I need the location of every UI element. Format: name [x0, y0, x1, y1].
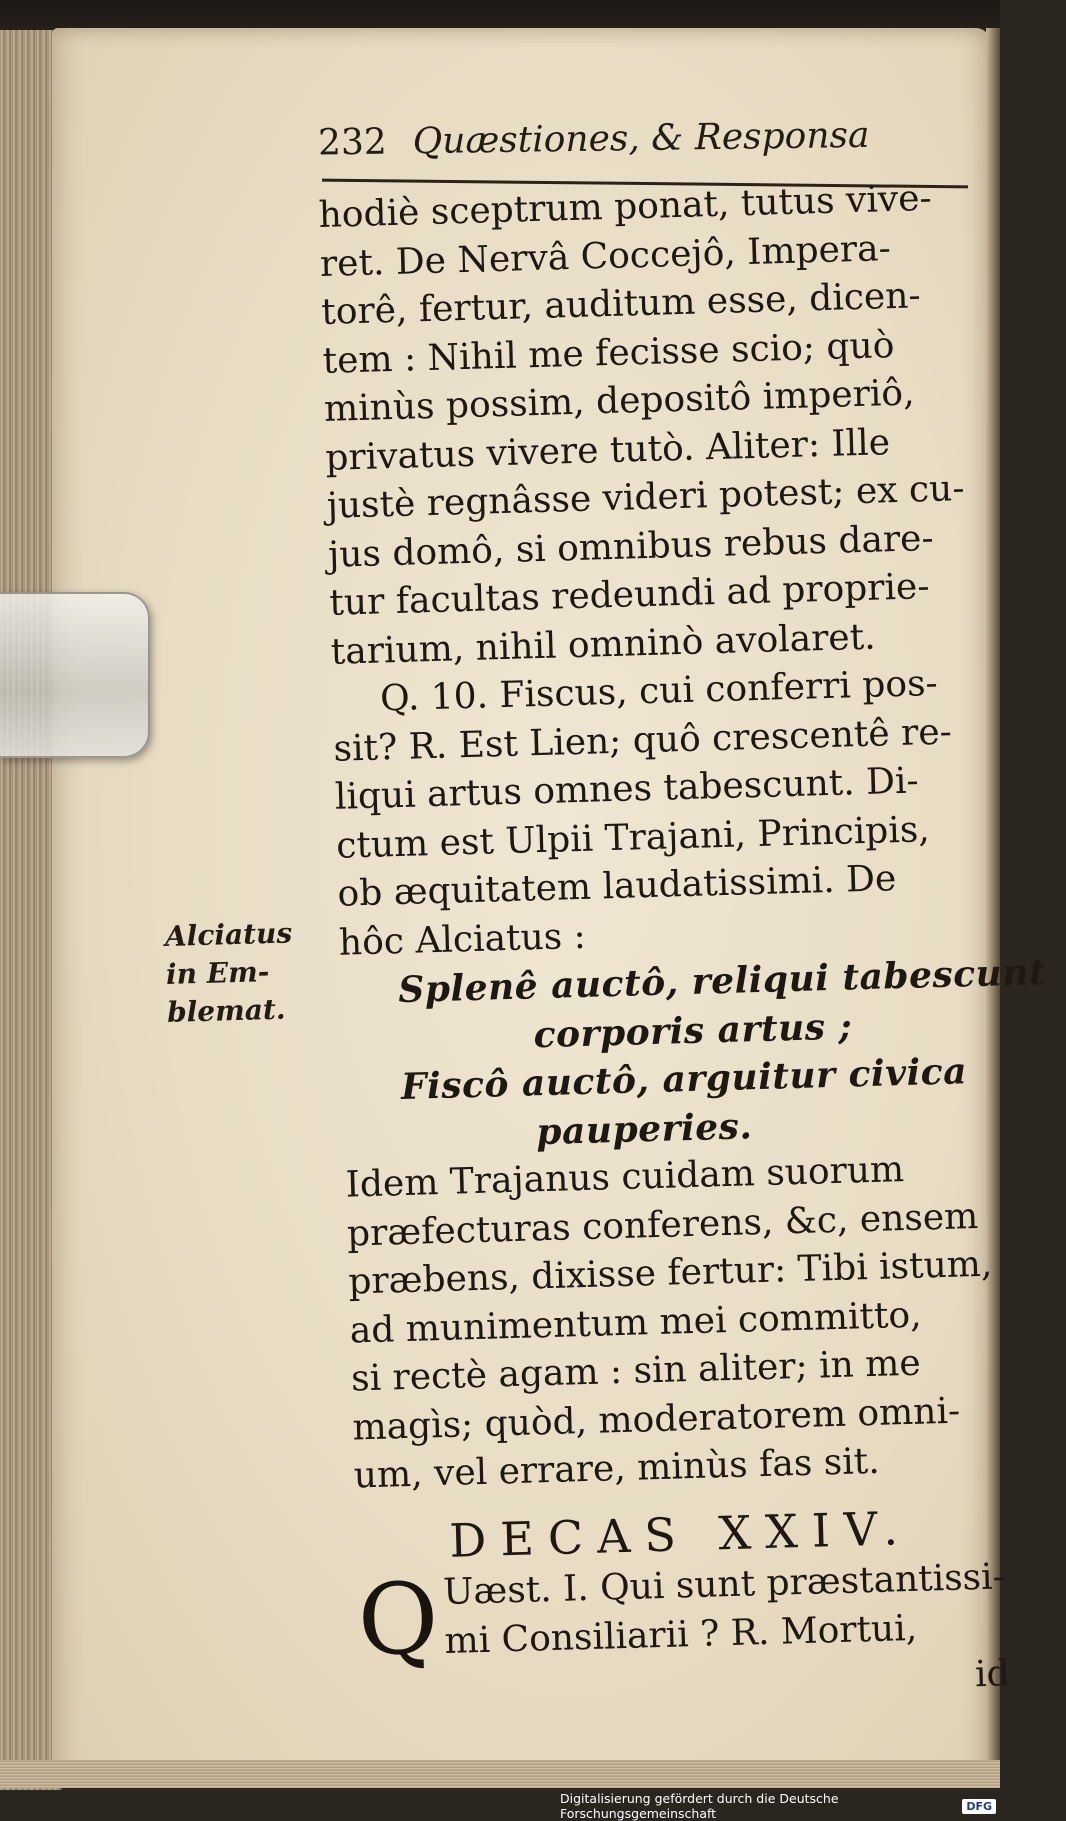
marginal-note: [164, 914, 307, 1032]
page-clamp: [0, 592, 150, 758]
text-line: um, vel errare, minùs fas sit.: [353, 1440, 881, 1497]
question-line: Q. 10. Fiscus, cui conferri pos-: [379, 662, 939, 720]
text-line: tur facultas redeundi ad proprie-: [328, 566, 930, 624]
text-line: torê, fertur, auditum esse, dicen-: [320, 275, 922, 333]
text-line: Idem Trajanus cuidam suorum: [345, 1149, 905, 1206]
verse-line: Fiscô auctô, arguitur civica: [400, 1050, 968, 1109]
verse-line: corporis artus ;: [533, 1004, 853, 1056]
text-line: jus domô, si omnibus rebus dare-: [327, 517, 935, 576]
verse-line: Splenê auctô, reliqui tabescunt: [397, 950, 1047, 1012]
text-line: præbens, dixisse fertur: Tibi istum,: [347, 1243, 993, 1303]
body-text: [318, 174, 1047, 1717]
marginal-line: in Em-: [165, 955, 270, 991]
credit-text: Digitalisierung gefördert durch die Deutsche Forschungsgemeinschaft: [560, 1791, 839, 1821]
text-line: minùs possim, depositô imperiô,: [323, 372, 916, 430]
question-line: sit? R. Est Lien; quô crescentê re-: [332, 711, 953, 770]
running-title: Quæstiones, & Responsa: [412, 114, 870, 163]
text-line: magìs; quòd, moderatorem omni-: [351, 1390, 961, 1449]
text-line: si rectè agam : sin aliter; in me: [350, 1342, 922, 1400]
question-line: ob æquitatem laudatissimi. De: [337, 858, 897, 915]
catchword: id: [974, 1653, 1011, 1696]
section-heading: DECAS XXIV.: [448, 1500, 913, 1568]
text-line: ad munimentum mei committo,: [349, 1294, 923, 1352]
drop-cap: Q: [356, 1562, 440, 1679]
text-line: privatus vivere tutò. Aliter: Ille: [324, 421, 891, 479]
question-line: liqui artus omnes tabescunt. Di-: [334, 760, 920, 818]
book-bottom-edges: [0, 1760, 1000, 1788]
text-line: tarium, nihil omninò avolaret.: [330, 616, 877, 673]
text-line: hodiè sceptrum ponat, tutus vive-: [318, 177, 933, 236]
marginal-line: blemat.: [166, 992, 286, 1029]
marginal-line: Alciatus: [164, 916, 293, 953]
text-line: præfecturas conferens, &c, ensem: [346, 1195, 979, 1255]
digitization-credit: [560, 1791, 996, 1821]
verse-line: pauperies.: [535, 1104, 753, 1153]
question-line: ctum est Ulpii Trajani, Principis,: [335, 808, 931, 867]
text-line: justè regnâsse videri potest; ex cu-: [326, 468, 965, 527]
text-line: ret. De Nervâ Coccejô, Impera-: [319, 227, 892, 285]
dfg-logo: DFG: [962, 1799, 996, 1814]
text-line: tem : Nihil me fecisse scio; quò: [322, 324, 895, 382]
page-number: 232: [317, 121, 388, 164]
text-line: Uæst. I. Qui sunt præstantissi-: [442, 1556, 1006, 1614]
text-line: mi Consiliarii ? R. Mortui,: [443, 1607, 918, 1662]
question-line: hôc Alciatus :: [338, 915, 587, 964]
